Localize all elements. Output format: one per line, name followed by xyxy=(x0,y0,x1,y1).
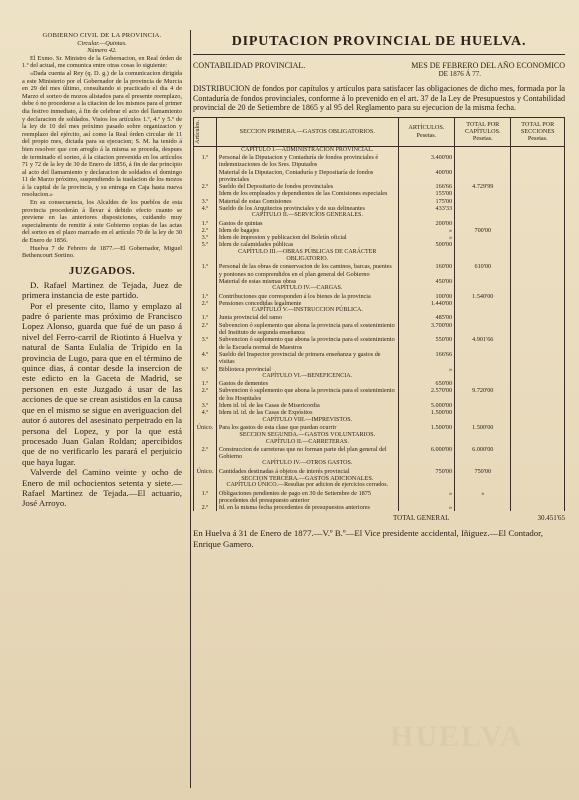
section-total-cell xyxy=(511,424,565,431)
section-total-cell xyxy=(511,190,565,197)
section-total-cell xyxy=(511,387,565,402)
article-number: 3.º xyxy=(194,336,217,351)
chapter-total xyxy=(455,205,511,212)
article-number xyxy=(194,190,217,197)
table-row xyxy=(194,351,565,366)
budget-table-body xyxy=(194,146,565,511)
chapter-total-cell xyxy=(455,431,511,438)
table-row xyxy=(194,169,565,184)
article-number: 1.º xyxy=(194,263,217,278)
table-row xyxy=(194,373,565,380)
section-total-cell xyxy=(511,249,565,264)
section-total-cell xyxy=(511,351,565,366)
page-title: DIPUTACION PROVINCIAL DE HUELVA. xyxy=(231,34,527,49)
chapter-total: 700'00 xyxy=(455,227,511,234)
table-row xyxy=(194,249,565,264)
table-row xyxy=(194,439,565,446)
chapter-heading: CAPÍTULO III.—OBRAS PÚBLICAS DE CARÁCTER OBLIGATORIO. xyxy=(216,249,398,264)
chapter-total-cell xyxy=(455,460,511,467)
table-row xyxy=(194,263,565,278)
section-total-cell xyxy=(511,446,565,461)
concept-description: Personal de las obras de conservacion de los caminos, barcas, puentes y pontones no comprendidos en el plan general del Gobierno xyxy=(216,263,398,278)
section-total-cell xyxy=(511,205,565,212)
chapter-total-cell xyxy=(455,475,511,482)
table-row xyxy=(194,227,565,234)
table-row xyxy=(194,285,565,292)
article-cell xyxy=(194,482,217,489)
col-seccion-header: SECCION PRIMERA.—GASTOS OBLIGATORIOS. xyxy=(216,117,398,146)
concept-description: Sueldo del Depositario de fondos provinciales xyxy=(216,183,398,190)
article-cell xyxy=(194,373,217,380)
article-cell xyxy=(194,475,217,482)
concept-description: Material de la Diputacion, Contaduría y Depositaría de fondos provinciales xyxy=(216,169,398,184)
section-total-cell xyxy=(511,373,565,380)
section-total-cell xyxy=(511,169,565,184)
chapter-total xyxy=(455,322,511,337)
col-articulos-amount-header: ARTÍCULOS. Pesetas. xyxy=(398,117,454,146)
circular-paragraph: «Dada cuenta al Rey (q. D. g.) de la comunicacion dirigida a este Ministerio por el Gobernador de la provincia de Murcia en 29 del mes último, consultando si practicado el dia 4 de Marzo el sorteo de mozos alistados para el presente reemplazo, debe ó no procederse a la citacion de los mismos para el primer dia festivo inmediato, á fin de celebrar el acto del llamamiento y declaracion de soldados. Vistos los artículos 1.º, 4.º y 5.º de la ley de 10 del mes próximo pasado sobre organizacion y reemplazo del ejército, así como la Real órden circular de 11 del propio mes, dictada para su ejecucion; S. M. ha tenido á bien resolver que con arreglo á la misma se proceda, despues de terminado el sorteo, á la citacion prevenida en los artículos 71 y 72 de la ley de 30 de Enero de 1856, á fin de dar principio al acto del llamamiento y declaracion de soldados el domingo 11 de Marzo próximo, suspendiendo la traslacion de los mozos á la capital de la provincia, y su entrega en Caja hasta nueva resolucion.» xyxy=(22,69,182,199)
table-row xyxy=(194,241,565,248)
col-secciones-header: TOTAL POR SECCIONES Pesetas. xyxy=(511,117,565,146)
section-heading: SECCION SEGUNDA.—GASTOS VOLUNTARIOS. xyxy=(216,431,398,438)
chapter-total: 6.000'00 xyxy=(455,446,511,461)
article-number: 4.º xyxy=(194,351,217,366)
chapter-total xyxy=(455,220,511,227)
section-total-cell xyxy=(511,241,565,248)
section-total-cell xyxy=(511,460,565,467)
article-amount: 166'66 xyxy=(398,183,454,190)
section-total-cell xyxy=(511,468,565,475)
article-cell xyxy=(194,146,217,154)
section-total-cell xyxy=(511,263,565,278)
table-row xyxy=(194,205,565,212)
concept-description: Subvencion ó suplemento que abona la provincia para el sostenimiento del Instituto de segunda enseñanza xyxy=(216,322,398,337)
gobierno-civil-header: GOBIERNO CIVIL DE LA PROVINCIA. xyxy=(42,32,162,39)
article-number: 1.º xyxy=(194,220,217,227)
amount-cell xyxy=(398,475,454,482)
article-amount: 450'00 xyxy=(398,278,454,285)
edict-paragraph: Por el presente cito, llamo y emplazo al padre ó pariente mas próximo de Francisco Lopez Alonso, guarda que fué de un paso á nivel del Ferro-carril de Riotinto á Huelva y natural de Santa Eulalia de Tripido en la provincia de Lugo, para que en el término de quince dias, á contar desde la insercion de este edicto en la Gaceta de Madrid, se personen en este Juzgado á usar de las acciones de que se crean asistidos en la causa que en el mismo se sigue en averiguacion del autor ó autores del asesinato perpetrado en la persona del Lopez, y por la que está procesado Juan Galan Roldan; apercibidos que de no verificarlo les parará el perjuicio que haya lugar. xyxy=(22,300,182,467)
amount-cell xyxy=(398,285,454,292)
article-number xyxy=(194,278,217,285)
chapter-total-cell xyxy=(455,146,511,154)
article-number: 4.º xyxy=(194,409,217,416)
table-row xyxy=(194,409,565,416)
amount-cell xyxy=(398,146,454,154)
concept-description: Cantidades destinadas á objetos de interés provincial xyxy=(216,468,398,475)
article-cell xyxy=(194,460,217,467)
article-amount: 3.700'00 xyxy=(398,322,454,337)
concept-description: Idem de bagajes xyxy=(216,227,398,234)
amount-cell xyxy=(398,373,454,380)
chapter-total xyxy=(455,234,511,241)
chapter-total: 9.720'00 xyxy=(455,387,511,402)
concept-description: Idem de impresion y publicacion del Boletín oficial xyxy=(216,234,398,241)
table-row xyxy=(194,183,565,190)
section-total-cell xyxy=(511,431,565,438)
concept-description: Idem de calamidades públicas xyxy=(216,241,398,248)
table-row xyxy=(194,387,565,402)
chapter-total xyxy=(455,504,511,511)
month-label: MES DE FEBRERO DEL AÑO ECONOMICO xyxy=(411,61,565,70)
table-row xyxy=(194,424,565,431)
article-cell xyxy=(194,431,217,438)
article-number: 2.º xyxy=(194,183,217,190)
section-total-cell xyxy=(511,409,565,416)
chapter-total xyxy=(455,351,511,366)
chapter-total xyxy=(455,278,511,285)
total-row xyxy=(193,514,565,522)
article-amount: 200'00 xyxy=(398,220,454,227)
table-row xyxy=(194,220,565,227)
section-total-cell xyxy=(511,322,565,337)
contabilidad-label: CONTABILIDAD PROVINCIAL. xyxy=(193,61,306,70)
chapter-total: 1.540'00 xyxy=(455,293,511,300)
section-total-cell xyxy=(511,482,565,489)
concept-description: Sueldo de los Arquitectos provinciales y de sus delineantes xyxy=(216,205,398,212)
table-row xyxy=(194,431,565,438)
table-row xyxy=(194,234,565,241)
section-total-cell xyxy=(511,417,565,424)
table-row xyxy=(194,482,565,489)
juzgados-heading: JUZGADOS. xyxy=(68,264,136,277)
article-cell xyxy=(194,307,217,314)
footer-signature: En Huelva á 31 de Enero de 1877.—V.º B.º—El Vice presidente accidental, Iñiguez.—El Contador, Enrique Gamero. xyxy=(193,528,543,550)
chapter-total xyxy=(455,190,511,197)
chapter-total xyxy=(455,314,511,321)
article-amount: 750'00 xyxy=(398,468,454,475)
article-amount: » xyxy=(398,490,454,505)
article-number: 1.º xyxy=(194,154,217,169)
article-number: 5.º xyxy=(194,241,217,248)
section-total-cell xyxy=(511,227,565,234)
article-number: 2.º xyxy=(194,446,217,461)
article-number: 2.º xyxy=(194,322,217,337)
table-row xyxy=(194,322,565,337)
watermark: HUELVA xyxy=(390,720,524,753)
left-column xyxy=(22,32,182,509)
article-number: 2.º xyxy=(194,504,217,511)
circular-signature: Huelva 7 de Febrero de 1877.—El Gobernador, Miguel Bethencourt Sortino. xyxy=(22,244,182,260)
article-amount: 2.570'00 xyxy=(398,387,454,402)
table-row xyxy=(194,417,565,424)
chapter-total: 1.500'00 xyxy=(455,424,511,431)
chapter-heading: CAPÍTULO VIII.—IMPREVISTOS. xyxy=(216,417,398,424)
table-row xyxy=(194,504,565,511)
article-amount: 5.000'00 xyxy=(398,402,454,409)
chapter-total-cell xyxy=(455,249,511,264)
chapter-heading: CAPÍTULO V.—INSTRUCCION PÚBLICA. xyxy=(216,307,398,314)
concept-description: Pensiones concedidas legalmente xyxy=(216,300,398,307)
chapter-total-cell xyxy=(455,373,511,380)
article-amount: 6.000'00 xyxy=(398,446,454,461)
section-total-cell xyxy=(511,212,565,219)
chapter-total xyxy=(455,409,511,416)
table-row xyxy=(194,293,565,300)
concept-description: Idem id. id. de las Casas de Misericordia xyxy=(216,402,398,409)
chapter-heading: CAPÍTULO II.—CARRETERAS. xyxy=(216,439,398,446)
article-number xyxy=(194,169,217,184)
article-number: 1.º xyxy=(194,314,217,321)
table-row xyxy=(194,300,565,307)
concept-description: Subvencion ó suplemento que abona la provincia para el sostenimiento de la Escuela normal de Maestros xyxy=(216,336,398,351)
table-row xyxy=(194,402,565,409)
section-total-cell xyxy=(511,198,565,205)
table-row xyxy=(194,336,565,351)
chapter-total: 4.729'99 xyxy=(455,183,511,190)
chapter-total: 610'00 xyxy=(455,263,511,278)
total-value: 30.451'65 xyxy=(537,514,565,523)
section-total-cell xyxy=(511,154,565,169)
article-number: Único. xyxy=(194,424,217,431)
article-number: 6.º xyxy=(194,366,217,373)
table-row xyxy=(194,154,565,169)
article-amount: 433'33 xyxy=(398,205,454,212)
article-cell xyxy=(194,285,217,292)
section-total-cell xyxy=(511,285,565,292)
article-number: 3.º xyxy=(194,198,217,205)
chapter-total-cell xyxy=(455,439,511,446)
article-amount: 3.400'00 xyxy=(398,154,454,169)
article-amount: 175'00 xyxy=(398,198,454,205)
article-number: 2.º xyxy=(194,300,217,307)
section-total-cell xyxy=(511,402,565,409)
section-total-cell xyxy=(511,234,565,241)
section-total-cell xyxy=(511,183,565,190)
article-amount: » xyxy=(398,366,454,373)
concept-description: Idem de los empleados y dependientes de las Comisiones especiales xyxy=(216,190,398,197)
article-amount: 1.500'00 xyxy=(398,409,454,416)
concept-description: Para los gastos de esta clase que puedan ocurrir xyxy=(216,424,398,431)
chapter-total-cell xyxy=(455,417,511,424)
article-cell xyxy=(194,212,217,219)
article-amount: 500'00 xyxy=(398,241,454,248)
section-total-cell xyxy=(511,336,565,351)
chapter-heading: CAPÍTULO ÚNICO.—Resultas por adicion de ejercicios cerrados. xyxy=(216,482,398,489)
article-amount: » xyxy=(398,227,454,234)
table-row xyxy=(194,278,565,285)
section-total-cell xyxy=(511,300,565,307)
article-amount: 160'00 xyxy=(398,263,454,278)
section-total-cell xyxy=(511,439,565,446)
circular-number: Número 42. xyxy=(87,47,117,55)
chapter-total: 750'00 xyxy=(455,468,511,475)
article-cell xyxy=(194,417,217,424)
section-total-cell xyxy=(511,278,565,285)
budget-table xyxy=(193,117,565,512)
total-label: TOTAL GENERAL xyxy=(393,514,450,523)
article-number: 3.º xyxy=(194,402,217,409)
table-row xyxy=(194,380,565,387)
circular-paragraph: El Exmo. Sr. Ministro de la Gobernacion, en Real órden de 1.º del actual, me comunica entre otras cosas lo siguiente: xyxy=(22,54,182,70)
article-amount: 550'00 xyxy=(398,336,454,351)
concept-description: Sueldo del Inspector provincial de primera enseñanza y gastos de visitas xyxy=(216,351,398,366)
section-total-cell xyxy=(511,504,565,511)
intro-paragraph: DISTRIBUCION de fondos por capítulos y artículos para satisfacer las obligaciones de dicho mes, formada por la Contaduría de fondos provinciales, conforme á lo prevenido en el art. 37 de la Ley de Presupuestos y Contabilidad provincial de 20 de Setiembre de 1865 y al 95 del Reglamento para su ejecucion de la misma fecha. xyxy=(193,84,565,113)
article-number: 4.º xyxy=(194,205,217,212)
section-total-cell xyxy=(511,366,565,373)
article-number: 1.º xyxy=(194,293,217,300)
chapter-total xyxy=(455,300,511,307)
table-row xyxy=(194,366,565,373)
circular-title: Circular.—Quintas. xyxy=(77,39,127,47)
concept-description: Gastos de quintas xyxy=(216,220,398,227)
concept-description: Personal de la Diputacion y Contaduría de fondos provinciales é indemnizaciones de los Sres. Diputados xyxy=(216,154,398,169)
amount-cell xyxy=(398,431,454,438)
concept-description: Gastos de dementes xyxy=(216,380,398,387)
table-row xyxy=(194,468,565,475)
chapter-total: 4.901'66 xyxy=(455,336,511,351)
article-number: Único. xyxy=(194,468,217,475)
chapter-total xyxy=(455,380,511,387)
circular-paragraph: En su consecuencia, los Alcaldes de los pueblos de esta provincia procederán á llevar á debido efecto cuanto se previene en las anteriores disposiciones, cuidando muy especialmente de remitir á este Gobierno copias de las actas del sorteo en el plazo marcado en el artículo 70 de la ley de 30 de Enero de 1856. xyxy=(22,199,182,245)
table-row xyxy=(194,314,565,321)
chapter-total: » xyxy=(455,490,511,505)
chapter-total xyxy=(455,154,511,169)
chapter-total xyxy=(455,402,511,409)
concept-description: Construccion de carreteras que no forman parte del plan general del Gobierno xyxy=(216,446,398,461)
concept-description: Junta provincial del ramo xyxy=(216,314,398,321)
chapter-heading: CAPÍTULO II.—SERVICIOS GENERALES. xyxy=(216,212,398,219)
concept-description: Biblioteca provincial xyxy=(216,366,398,373)
article-amount: 166'66 xyxy=(398,351,454,366)
chapter-total-cell xyxy=(455,212,511,219)
right-column xyxy=(193,30,565,550)
chapter-total-cell xyxy=(455,482,511,489)
article-amount: 1.440'00 xyxy=(398,300,454,307)
article-number: 1.º xyxy=(194,380,217,387)
article-number: 3.º xyxy=(194,234,217,241)
article-number: 2.º xyxy=(194,387,217,402)
chapter-heading: CAPÍTULO I.—ADMINISTRACION PROVINCIAL. xyxy=(216,146,398,154)
edict-paragraph: D. Rafael Martinez de Tejada, Juez de primera instancia de este partido. xyxy=(22,279,182,301)
section-total-cell xyxy=(511,380,565,387)
article-number: 2.º xyxy=(194,227,217,234)
chapter-total-cell xyxy=(455,285,511,292)
section-total-cell xyxy=(511,314,565,321)
amount-cell xyxy=(398,439,454,446)
fiscal-year: DE 1876 Á 77. xyxy=(438,70,481,78)
amount-cell xyxy=(398,417,454,424)
section-total-cell xyxy=(511,475,565,482)
table-row xyxy=(194,490,565,505)
article-amount: 650'00 xyxy=(398,380,454,387)
amount-cell xyxy=(398,307,454,314)
section-total-cell xyxy=(511,307,565,314)
chapter-total xyxy=(455,169,511,184)
col-articulos-header: Artículos. xyxy=(194,117,217,146)
amount-cell xyxy=(398,460,454,467)
amount-cell xyxy=(398,212,454,219)
table-row xyxy=(194,307,565,314)
section-total-cell xyxy=(511,220,565,227)
table-row xyxy=(194,460,565,467)
chapter-heading: CAPÍTULO IV.—CARGAS. xyxy=(216,285,398,292)
amount-cell xyxy=(398,482,454,489)
concept-description: Obligaciones pendientes de pago en 30 de Setiembre de 1875 procedentes del presupuesto anterior xyxy=(216,490,398,505)
section-heading: SECCION TERCERA.—GASTOS ADICIONALES. xyxy=(216,475,398,482)
section-total-cell xyxy=(511,146,565,154)
table-row xyxy=(194,190,565,197)
article-amount: » xyxy=(398,234,454,241)
article-amount: 400'00 xyxy=(398,169,454,184)
article-cell xyxy=(194,439,217,446)
table-row xyxy=(194,198,565,205)
chapter-total xyxy=(455,198,511,205)
concept-description: Idem id. id. de las Casas de Expósitos xyxy=(216,409,398,416)
concept-description: Material de estas Comisiones xyxy=(216,198,398,205)
article-number: 1.º xyxy=(194,490,217,505)
chapter-heading: CAPÍTULO VI.—BENEFICENCIA. xyxy=(216,373,398,380)
subtitle-row xyxy=(193,61,565,70)
chapter-total-cell xyxy=(455,307,511,314)
section-total-cell xyxy=(511,490,565,505)
chapter-total xyxy=(455,366,511,373)
concept-description: Id. en la misma fecha procedentes de presupuestos anteriores xyxy=(216,504,398,511)
article-amount: 485'00 xyxy=(398,314,454,321)
concept-description: Subvencion ó suplemento que abona la provincia para el sostenimiento de los Hospitales xyxy=(216,387,398,402)
chapter-total xyxy=(455,241,511,248)
column-divider xyxy=(190,30,191,788)
table-row xyxy=(194,212,565,219)
concept-description: Material de estas mismas obras xyxy=(216,278,398,285)
section-total-cell xyxy=(511,293,565,300)
col-capitulos-header: TOTAL POR CAPÍTULOS. Pesetas. xyxy=(455,117,511,146)
edict-signature: Valverde del Camino veinte y ocho de Enero de mil ochocientos setenta y siete.—Rafael Martinez de Tejada.—El actuario, José Arroyo. xyxy=(22,467,182,509)
title-rule xyxy=(193,54,565,55)
article-amount: » xyxy=(398,504,454,511)
chapter-heading: CAPÍTULO IV.—OTROS GASTOS. xyxy=(216,460,398,467)
article-amount: 100'00 xyxy=(398,293,454,300)
table-row xyxy=(194,446,565,461)
article-cell xyxy=(194,249,217,264)
amount-cell xyxy=(398,249,454,264)
table-row xyxy=(194,146,565,154)
article-amount: 155'00 xyxy=(398,190,454,197)
article-amount: 1.500'00 xyxy=(398,424,454,431)
concept-description: Contribuciones que corresponden á los bienes de la provincia xyxy=(216,293,398,300)
